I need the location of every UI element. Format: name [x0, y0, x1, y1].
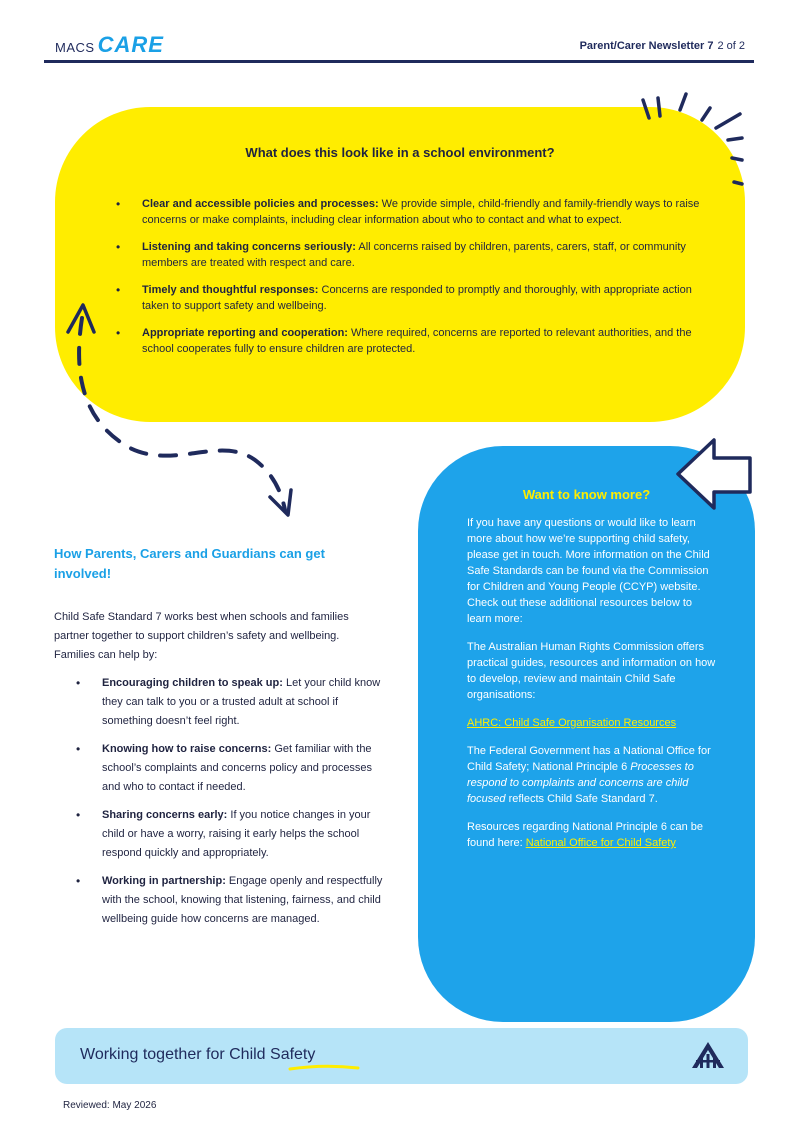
- parents-involvement-list: [76, 674, 386, 938]
- item-heading: Timely and thoughtful responses:: [142, 284, 319, 296]
- parents-involvement-heading: How Parents, Carers and Guardians can get involved!: [54, 546, 325, 581]
- want-to-know-more-title: Want to know more?: [522, 487, 651, 502]
- school-environment-title: What does this look like in a school environment?: [245, 145, 555, 160]
- national-office-link[interactable]: National Office for Child Safety: [525, 837, 676, 849]
- principle-6-title: Processes to respond to complaints and concerns are child focused: [467, 761, 694, 805]
- item-heading: Encouraging children to speak up:: [102, 677, 283, 689]
- macs-emblem-icon: [690, 1040, 726, 1072]
- list-item: [76, 806, 386, 863]
- list-item: [76, 674, 386, 731]
- item-heading: Sharing concerns early:: [102, 809, 228, 821]
- page-number: 2 of 2: [717, 40, 745, 52]
- parents-involvement-intro: Child Safe Standard 7 works best when schools and families partner together to support children’s safety and wellbeing. Families can help by:: [54, 611, 349, 661]
- national-office-text: The Federal Government has a National Office for Child Safety; National Principle 6: [467, 745, 711, 773]
- list-item: [76, 872, 386, 929]
- item-heading: Working in partnership:: [102, 875, 226, 887]
- ahrc-description: The Australian Human Rights Commission offers practical guides, resources and information on how to develop, review and maintain Child Safe organisations:: [467, 641, 716, 701]
- item-text: Where required, concerns are reported to relevant authorities, and the school cooperates fully to ensure children are protected.: [142, 327, 692, 355]
- item-text: Let your child know they can talk to you or a trusted adult at school if something doesn’t feel right.: [102, 677, 381, 727]
- footer-tagline: Working together for Child Safety: [80, 1046, 316, 1063]
- item-text: Engage openly and respectfully with the school, knowing that listening, fairness, and child wellbeing guide how concerns are managed.: [102, 875, 383, 925]
- item-text: Concerns are responded to promptly and thoroughly, with appropriate action taken to support safety and wellbeing.: [142, 284, 692, 312]
- list-item: [76, 740, 386, 797]
- ahrc-resources-link[interactable]: AHRC: Child Safe Organisation Resources: [467, 717, 677, 729]
- newsletter-title: Parent/Carer Newsletter 7: [579, 40, 714, 52]
- item-text: If you notice changes in your child or have a worry, raising it early helps the school respond quickly and appropriately.: [102, 809, 371, 859]
- logo-macs-text: MACS: [55, 40, 95, 55]
- item-heading: Appropriate reporting and cooperation:: [142, 327, 348, 339]
- item-text: We provide simple, child-friendly and family-friendly ways to raise concerns or make complaints, including clear information about who to contact and what to expect.: [142, 198, 700, 226]
- want-to-know-more-text: [467, 515, 717, 863]
- logo-care-text: CARE: [97, 32, 164, 57]
- item-heading: Clear and accessible policies and processes:: [142, 198, 379, 210]
- resources-intro: If you have any questions or would like to learn more about how we’re supporting child safety, please get in touch. More information on the Child Safe Standards can be found via the Commission for Children and Young People (CCYP) website. Check out these additional resources below to learn more:: [467, 517, 710, 625]
- national-office-paragraph: [467, 743, 717, 807]
- item-heading: Knowing how to raise concerns:: [102, 743, 272, 755]
- principle-6-resources-text: Resources regarding National Principle 6 can be found here:: [467, 821, 704, 849]
- reviewed-date: Reviewed: May 2026: [63, 1100, 157, 1111]
- national-office-text-end: reflects Child Safe Standard 7.: [505, 793, 658, 805]
- item-text: Get familiar with the school’s complaints and concerns policy and processes and who to contact if needed.: [102, 743, 373, 793]
- item-text: All concerns raised by children, parents, carers, staff, or community members are treated with respect and care.: [142, 241, 686, 269]
- tagline-underline-decoration: [288, 1063, 360, 1073]
- item-heading: Listening and taking concerns seriously:: [142, 241, 356, 253]
- principle-6-resources: [467, 819, 717, 851]
- arrow-left-icon: [674, 434, 754, 514]
